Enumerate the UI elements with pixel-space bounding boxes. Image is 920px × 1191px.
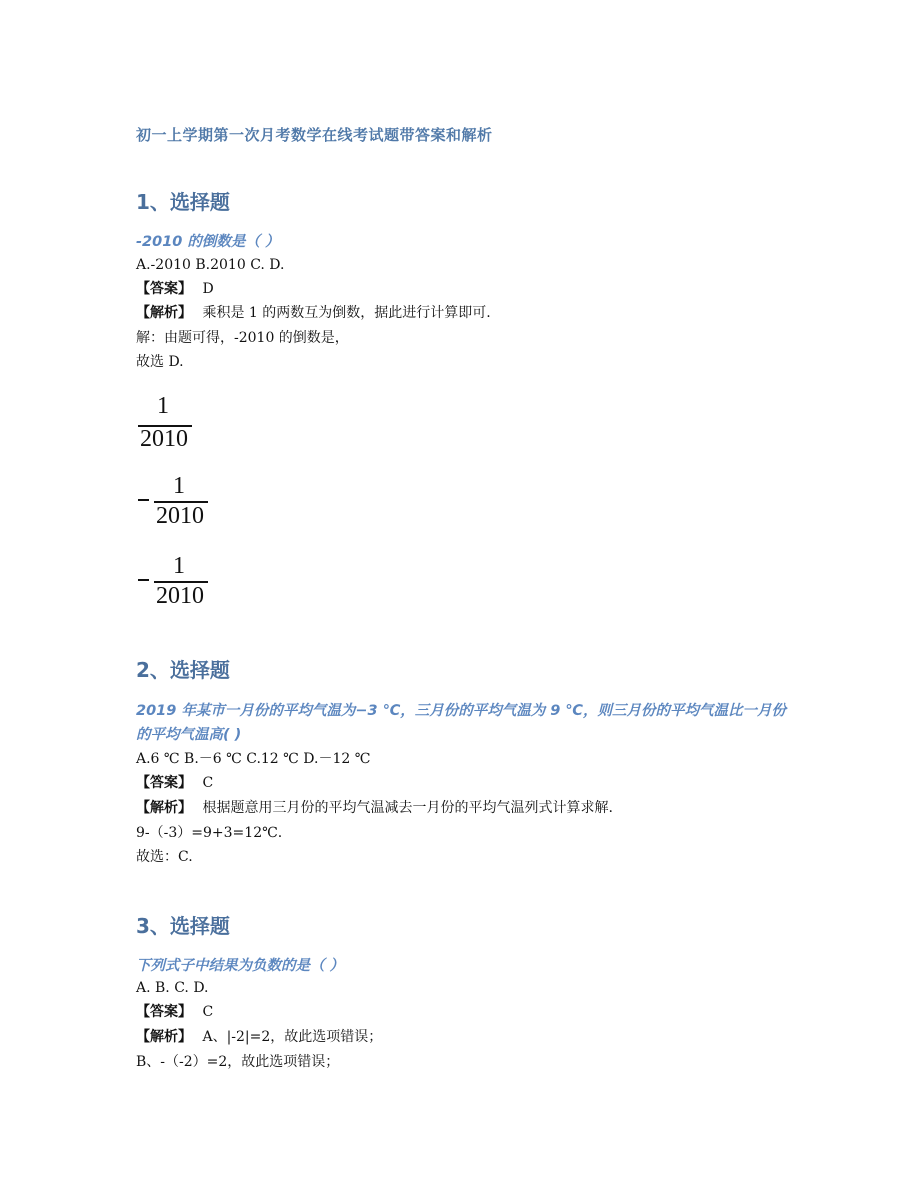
fraction-numerator: 1 [157,393,169,419]
section-3-question: 下列式子中结果为负数的是（ ） [136,958,345,974]
section-1-solution-line-2: 故选 D. [136,354,184,370]
minus-sign [138,499,149,501]
section-1-solution-line-1: 解：由题可得，-2010 的倒数是， [136,330,349,346]
section-3-solution-line-1: B、-（-2）=2，故此选项错误； [136,1054,340,1070]
fraction-denominator: 2010 [156,583,204,609]
fraction-numerator: 1 [173,473,185,499]
document-title: 初一上学期第一次月考数学在线考试题带答案和解析 [136,126,493,144]
minus-sign [138,579,149,581]
section-1-options: A.-2010 B.2010 C. D. [136,257,285,273]
fraction-formula-1 [136,393,196,455]
section-1-analysis [136,303,491,323]
section-1-question: -2010 的倒数是（ ） [136,234,280,250]
section-3-answer [136,1002,213,1022]
analysis-label: 【解析】 [136,1029,192,1045]
section-2-options: A.6 ℃ B.－6 ℃ C.12 ℃ D.－12 ℃ [136,751,371,767]
answer-value: D [202,281,214,297]
analysis-label: 【解析】 [136,305,192,321]
section-2-answer [136,773,213,793]
answer-label: 【答案】 [136,281,192,297]
section-1-heading: 1、选择题 [136,190,230,214]
analysis-text: 根据题意用三月份的平均气温减去一月份的平均气温列式计算求解. [202,800,613,816]
analysis-text: 乘积是 1 的两数互为倒数，据此进行计算即可. [202,305,491,321]
section-3-options: A. B. C. D. [136,980,209,996]
answer-label: 【答案】 [136,1004,192,1020]
section-2-solution-line-1: 9-（-3）=9+3=12℃. [136,825,283,841]
fraction-denominator: 2010 [140,426,188,452]
analysis-label: 【解析】 [136,800,192,816]
fraction-numerator: 1 [173,553,185,579]
fraction-formula-3 [136,553,212,615]
fraction-denominator: 2010 [156,503,204,529]
section-2-question: 2019 年某市一月份的平均气温为−3 ℃，三月份的平均气温为 9 ℃，则三月份的平均气温比一月份的平均气温高( ) [136,703,786,743]
section-2-analysis [136,798,613,818]
section-3-analysis [136,1027,382,1047]
section-3-heading: 3、选择题 [136,914,230,938]
answer-value: C [202,1004,214,1020]
analysis-text: A、|-2|=2，故此选项错误； [202,1029,383,1045]
answer-value: C [202,775,214,791]
section-2-heading: 2、选择题 [136,658,230,682]
section-2-solution-line-2: 故选：C. [136,849,193,865]
section-1-answer [136,279,214,299]
answer-label: 【答案】 [136,775,192,791]
fraction-formula-2 [136,473,212,535]
